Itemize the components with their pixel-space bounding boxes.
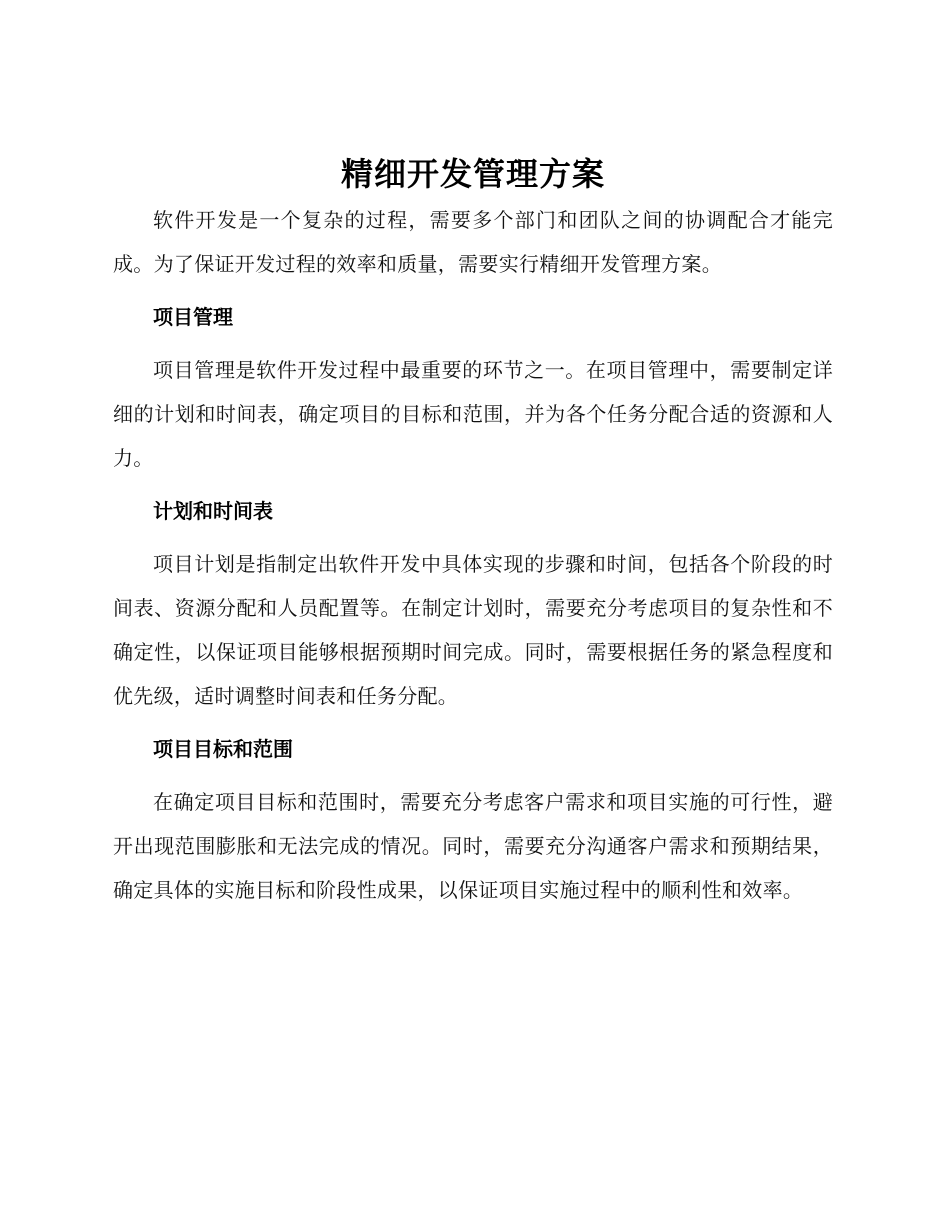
section-body-project-management: 项目管理是软件开发过程中最重要的环节之一。在项目管理中，需要制定详细的计划和时间表，确定项目的目标和范围，并为各个任务分配合适的资源和人力。: [113, 358, 833, 470]
document-page: [113, 150, 833, 912]
document-title: 精细开发管理方案: [340, 155, 605, 193]
intro-paragraph: 软件开发是一个复杂的过程，需要多个部门和团队之间的协调配合才能完成。为了保证开发过程的效率和质量，需要实行精细开发管理方案。: [113, 208, 833, 276]
section-heading-goals-scope: 项目目标和范围: [153, 737, 293, 761]
section-heading-plan-schedule: 计划和时间表: [153, 499, 273, 523]
section-heading-project-management: 项目管理: [153, 305, 233, 329]
section-body-plan-schedule: 项目计划是指制定出软件开发中具体实现的步骤和时间，包括各个阶段的时间表、资源分配和人员配置等。在制定计划时，需要充分考虑项目的复杂性和不确定性，以保证项目能够根据预期时间完成。同时，需要根据任务的紧急程度和优先级，适时调整时间表和任务分配。: [113, 552, 833, 708]
section-body-goals-scope: 在确定项目目标和范围时，需要充分考虑客户需求和项目实施的可行性，避开出现范围膨胀和无法完成的情况。同时，需要充分沟通客户需求和预期结果，确定具体的实施目标和阶段性成果，以保证项目实施过程中的顺利性和效率。: [113, 790, 833, 902]
